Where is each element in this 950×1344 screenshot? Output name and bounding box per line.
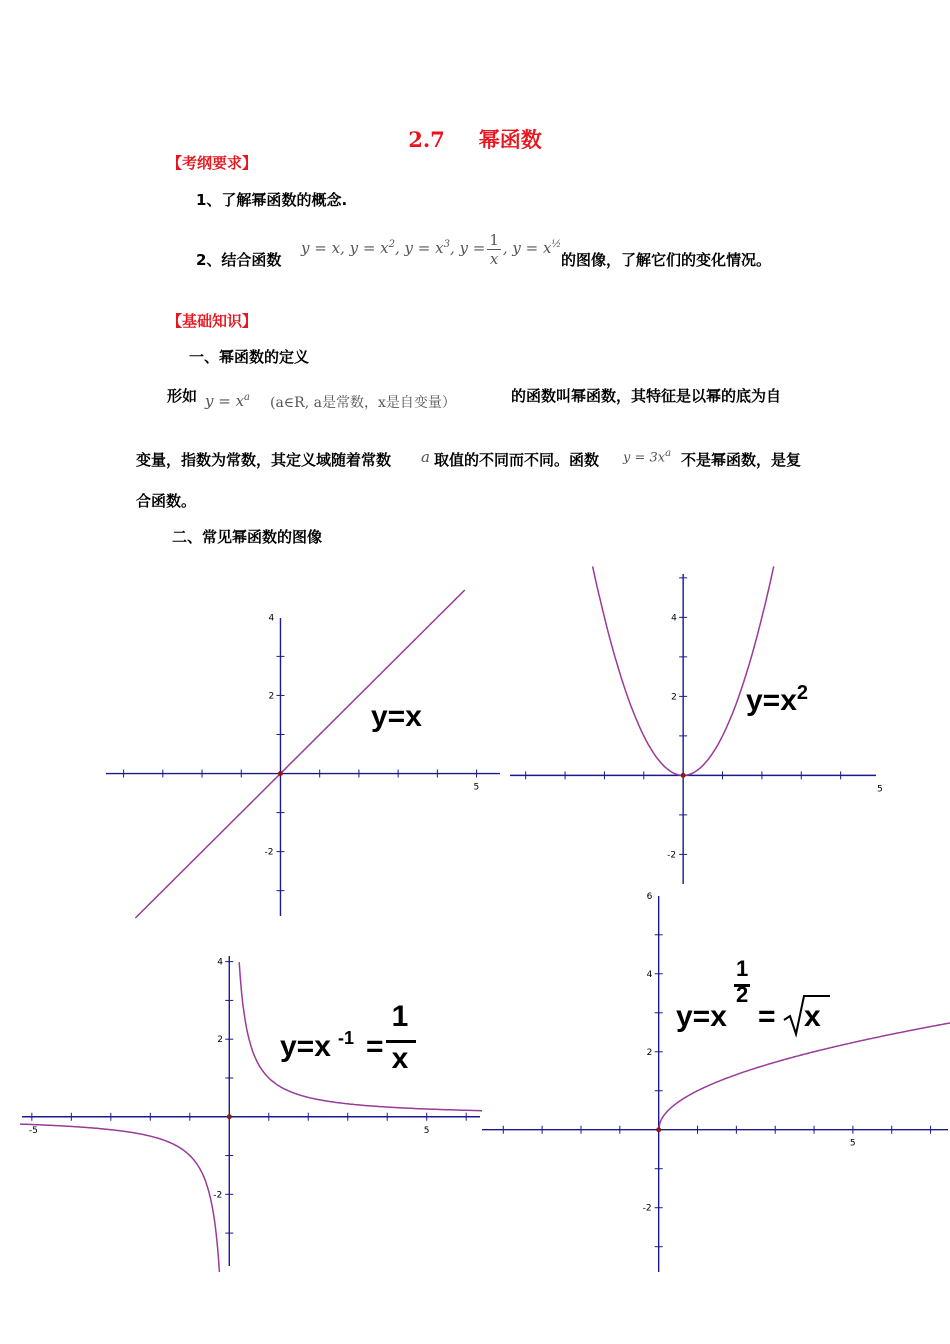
x-tick-label: 5 xyxy=(473,782,480,793)
definition-line-2c: 不是幂函数，是复 xyxy=(681,451,802,469)
y-tick-label: -2 xyxy=(667,850,677,861)
graph-square-canvas xyxy=(506,566,883,886)
graph-sqrt-canvas xyxy=(480,888,950,1274)
x-tick-label: 5 xyxy=(877,784,883,795)
definition-formula: $y = x^a$ xyxy=(205,392,251,410)
y-tick-label: 2 xyxy=(671,692,677,703)
origin-point xyxy=(656,1127,661,1132)
section-graphs-heading: 二、常见幂函数的图像 xyxy=(172,528,323,546)
section-number: 2.7 xyxy=(408,127,445,152)
y-tick-label: 6 xyxy=(646,891,653,902)
y-tick-label: -2 xyxy=(642,1203,652,1214)
x-tick-label: 5 xyxy=(849,1138,856,1149)
graph-linear-canvas xyxy=(104,590,504,918)
y-tick-label: -2 xyxy=(213,1190,223,1201)
y-tick-label: 4 xyxy=(671,613,677,624)
origin-point xyxy=(227,1114,232,1119)
requirement-item-2-prefix: 2、结合函数 xyxy=(196,251,282,269)
definition-condition: (a∈R, a是常数，x是自变量） xyxy=(270,395,456,411)
requirement-item-1: 1、了解幂函数的概念. xyxy=(196,191,348,209)
section-name: 幂函数 xyxy=(478,127,542,152)
graph-reciprocal-canvas xyxy=(20,950,482,1268)
graph-reciprocal: -5 5 4 2 -2 y=x -1 = 1 x xyxy=(20,950,482,1268)
requirement-item-2-formula: y = x, $y = x^2$, $y = x^3$, y = $\frac{1}{x}$ , $y = x^{\frac{1}{2}}$ xyxy=(301,230,562,268)
graph-square xyxy=(506,566,883,886)
curve-branch-1 xyxy=(659,1023,950,1130)
x-tick-label: -5 xyxy=(28,1125,38,1136)
y-tick-label: 4 xyxy=(268,613,275,624)
curve-branch-1 xyxy=(135,590,464,918)
graph-square-label: $y=x^2$ xyxy=(746,682,809,717)
y-tick-label: 4 xyxy=(217,957,224,968)
section-definition-heading: 一、幂函数的定义 xyxy=(189,348,310,366)
composite-function-formula: $y = 3x^a$ xyxy=(623,448,672,466)
definition-line-2a: 变量，指数为常数，其定义域随着常数 xyxy=(136,451,392,469)
y-tick-label: 2 xyxy=(646,1047,653,1058)
y-tick-label: 2 xyxy=(217,1035,224,1046)
graph-linear-label: y=x xyxy=(371,700,422,733)
definition-prefix: 形如 xyxy=(167,387,198,405)
definition-variable-a: a xyxy=(421,448,430,466)
requirement-item-2-suffix: 的图像，了解它们的变化情况。 xyxy=(561,251,772,269)
origin-point xyxy=(681,773,686,778)
graph-linear xyxy=(104,590,504,918)
curve-branch-1 xyxy=(20,1124,219,1272)
requirements-heading: 【考纲要求】 xyxy=(167,154,258,172)
y-tick-label: 2 xyxy=(268,691,275,702)
definition-suffix: 的函数叫幂函数，其特征是以幂的底为自 xyxy=(511,387,782,405)
x-tick-label: 5 xyxy=(423,1125,430,1136)
y-tick-label: 4 xyxy=(646,969,653,980)
fraction-one-over-x: $\frac{1}{x}$ xyxy=(489,230,499,268)
origin-point xyxy=(278,771,283,776)
y-tick-label: -2 xyxy=(264,847,274,858)
page-title xyxy=(0,124,950,154)
definition-line-3: 合函数。 xyxy=(136,492,197,510)
graph-sqrt: 5 6 4 2 -2 y=x 1 2 = x xyxy=(480,888,950,1274)
basic-knowledge-heading: 【基础知识】 xyxy=(167,312,258,330)
curve-branch-2 xyxy=(239,962,482,1110)
definition-line-2b: 取值的不同而不同。函数 xyxy=(434,451,600,469)
